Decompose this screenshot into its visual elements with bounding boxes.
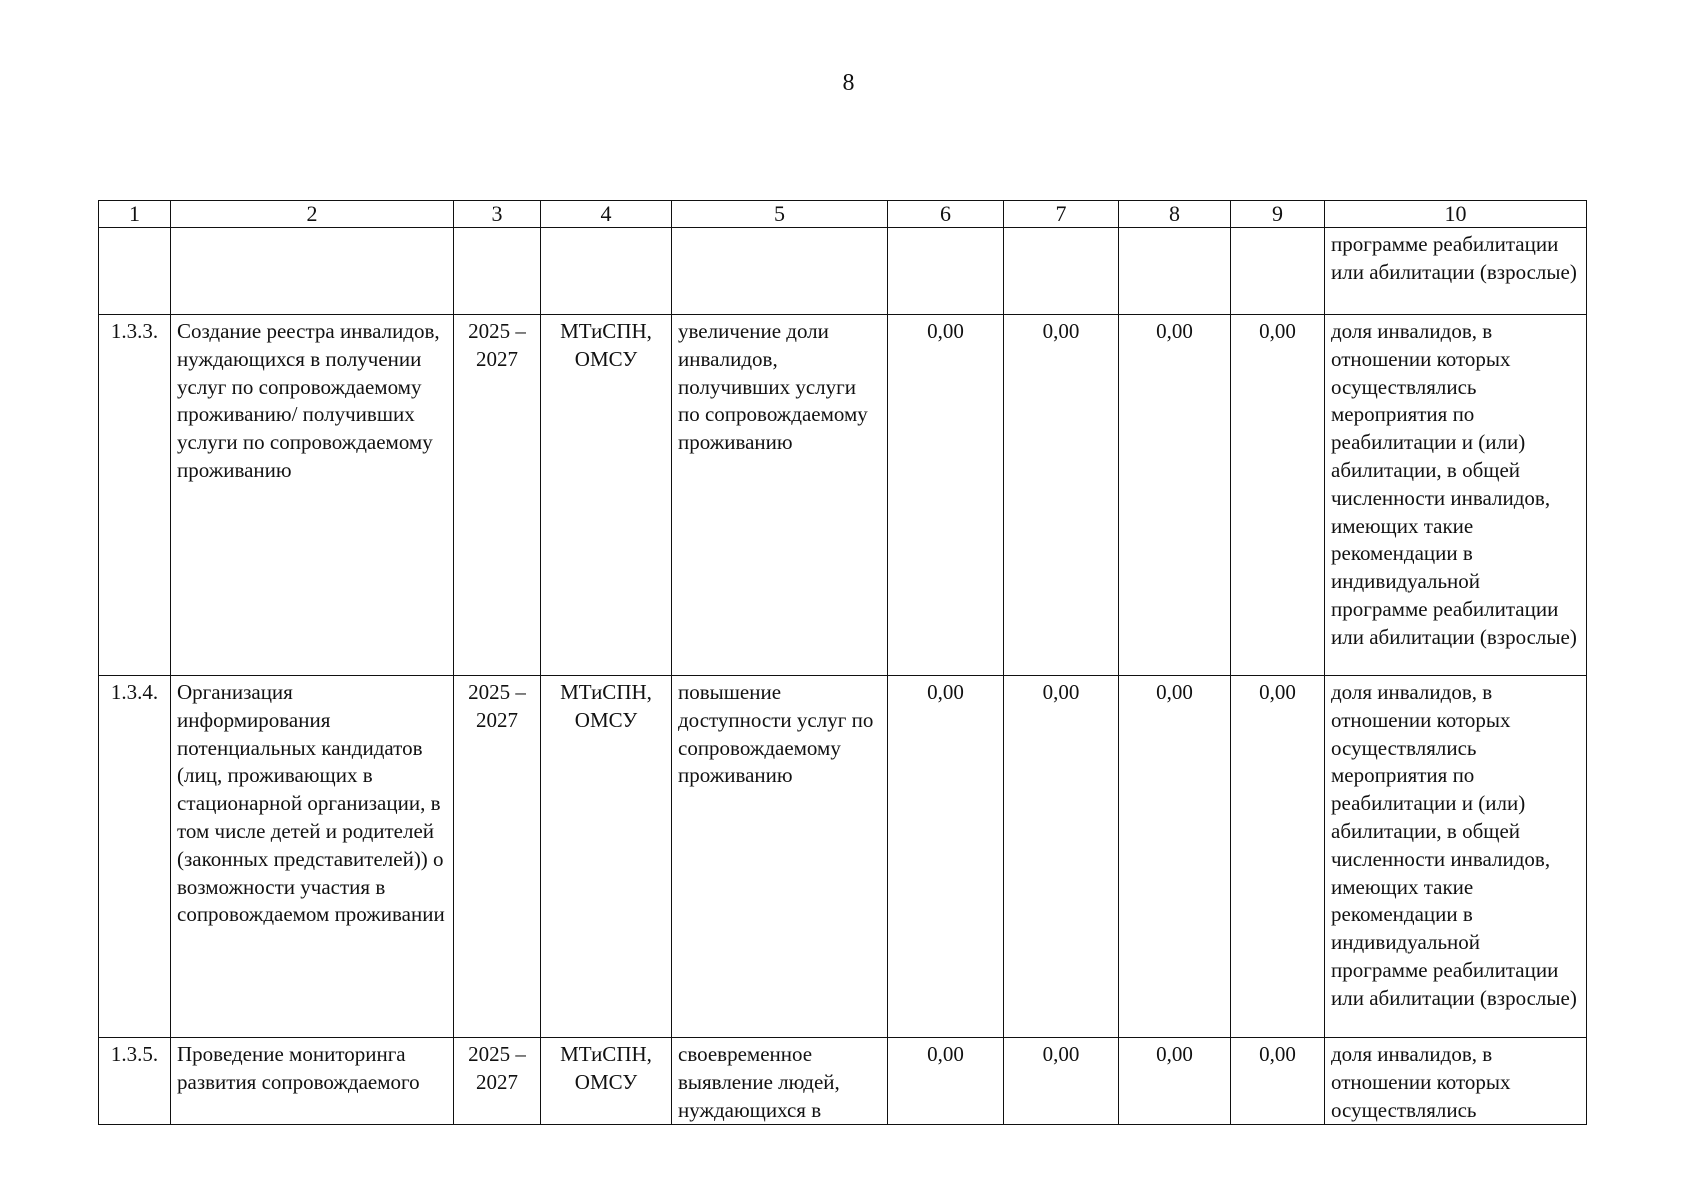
measures-table bbox=[98, 200, 1587, 1125]
value-cell-9: 0,00 bbox=[1231, 1038, 1325, 1125]
value-cell-6: 0,00 bbox=[888, 315, 1004, 676]
empty-cell bbox=[454, 228, 541, 315]
header-col-8: 8 bbox=[1119, 201, 1231, 228]
header-col-2: 2 bbox=[171, 201, 454, 228]
value-cell-8: 0,00 bbox=[1119, 676, 1231, 1038]
header-row bbox=[99, 201, 1587, 228]
value-cell-8: 0,00 bbox=[1119, 1038, 1231, 1125]
indicator-cell: программе реабилитации или абилитации (взрослые) bbox=[1325, 228, 1587, 315]
table-row bbox=[99, 676, 1587, 1038]
empty-cell bbox=[541, 228, 672, 315]
value-cell-9: 0,00 bbox=[1231, 315, 1325, 676]
header-col-9: 9 bbox=[1231, 201, 1325, 228]
value-cell-9: 0,00 bbox=[1231, 676, 1325, 1038]
measure-name: Создание реестра инвалидов, нуждающихся в получении услуг по сопровождаемому проживанию/ получивших услуги по сопровождаемому проживанию bbox=[171, 315, 454, 676]
header-col-10: 10 bbox=[1325, 201, 1587, 228]
page-number: 8 bbox=[842, 70, 855, 96]
value-cell-8: 0,00 bbox=[1119, 315, 1231, 676]
item-number: 1.3.5. bbox=[99, 1038, 171, 1125]
empty-cell bbox=[888, 228, 1004, 315]
period-cell: 2025 – 2027 bbox=[454, 315, 541, 676]
executors-cell: МТиСПН, ОМСУ bbox=[541, 676, 672, 1038]
item-number: 1.3.4. bbox=[99, 676, 171, 1038]
header-col-1: 1 bbox=[99, 201, 171, 228]
table-row bbox=[99, 1038, 1587, 1125]
period-cell: 2025 – 2027 bbox=[454, 1038, 541, 1125]
period-cell: 2025 – 2027 bbox=[454, 676, 541, 1038]
result-cell: повышение доступности услуг по сопровождаемому проживанию bbox=[672, 676, 888, 1038]
value-cell-6: 0,00 bbox=[888, 1038, 1004, 1125]
empty-cell bbox=[171, 228, 454, 315]
executors-cell: МТиСПН, ОМСУ bbox=[541, 1038, 672, 1125]
indicator-cell: доля инвалидов, в отношении которых осуществлялись bbox=[1325, 1038, 1587, 1125]
table-row-continuation bbox=[99, 228, 1587, 315]
result-cell: увеличение доли инвалидов, получивших услуги по сопровождаемому проживанию bbox=[672, 315, 888, 676]
header-col-3: 3 bbox=[454, 201, 541, 228]
empty-cell bbox=[1119, 228, 1231, 315]
empty-cell bbox=[99, 228, 171, 315]
header-col-5: 5 bbox=[672, 201, 888, 228]
empty-cell bbox=[1004, 228, 1119, 315]
indicator-cell: доля инвалидов, в отношении которых осуществлялись мероприятия по реабилитации и (или) абилитации, в общей численности инвалидов, имеющих такие рекомендации в индивидуальной программе реабилитации или абилитации (взрослые) bbox=[1325, 315, 1587, 676]
table-row bbox=[99, 315, 1587, 676]
header-col-4: 4 bbox=[541, 201, 672, 228]
result-cell: своевременное выявление людей, нуждающихся в bbox=[672, 1038, 888, 1125]
header-col-6: 6 bbox=[888, 201, 1004, 228]
item-number: 1.3.3. bbox=[99, 315, 171, 676]
measure-name: Проведение мониторинга развития сопровождаемого bbox=[171, 1038, 454, 1125]
value-cell-6: 0,00 bbox=[888, 676, 1004, 1038]
value-cell-7: 0,00 bbox=[1004, 315, 1119, 676]
value-cell-7: 0,00 bbox=[1004, 1038, 1119, 1125]
empty-cell bbox=[672, 228, 888, 315]
executors-cell: МТиСПН, ОМСУ bbox=[541, 315, 672, 676]
header-col-7: 7 bbox=[1004, 201, 1119, 228]
empty-cell bbox=[1231, 228, 1325, 315]
value-cell-7: 0,00 bbox=[1004, 676, 1119, 1038]
indicator-cell: доля инвалидов, в отношении которых осуществлялись мероприятия по реабилитации и (или) абилитации, в общей численности инвалидов, имеющих такие рекомендации в индивидуальной программе реабилитации или абилитации (взрослые) bbox=[1325, 676, 1587, 1038]
measure-name: Организация информирования потенциальных кандидатов (лиц, проживающих в стационарной организации, в том числе детей и родителей (законных представителей)) о возможности участия в сопровождаемом проживании bbox=[171, 676, 454, 1038]
